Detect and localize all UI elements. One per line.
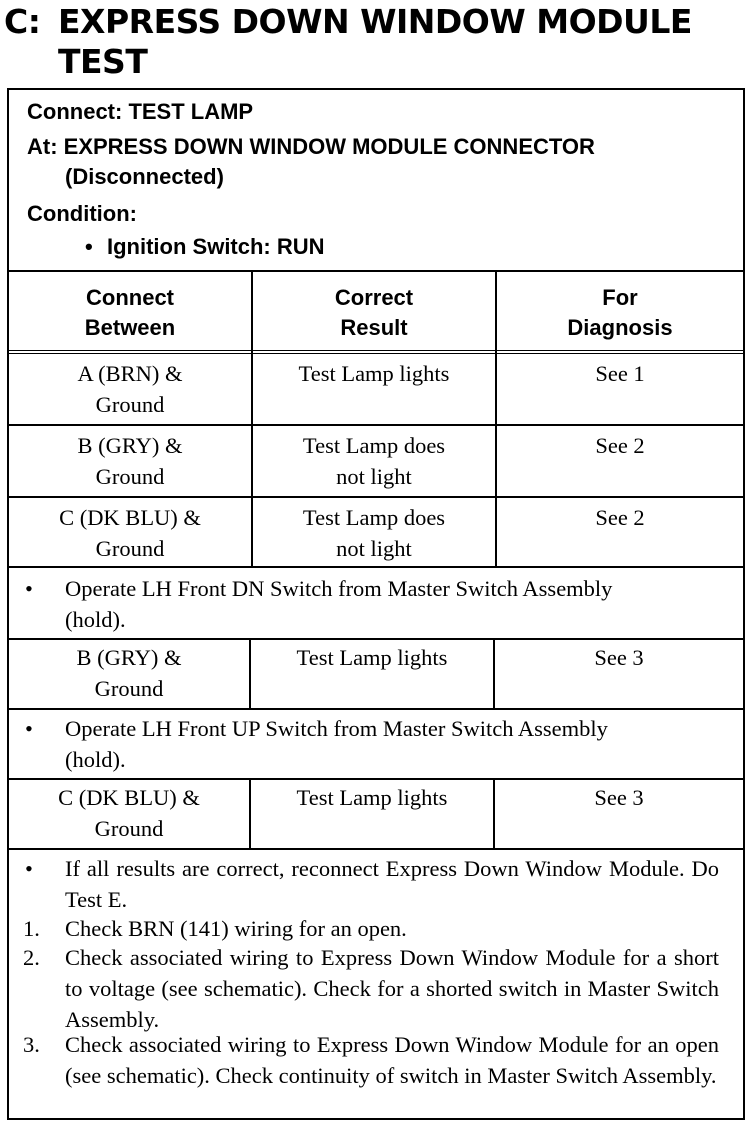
table-row-dn-diagnosis: See 3 xyxy=(594,645,644,670)
header-connect-between: Connect Between xyxy=(84,285,176,340)
title-prefix: C: xyxy=(4,2,41,41)
note-marker-1: 1. xyxy=(23,916,40,941)
table-row-b-connect: B (GRY) & Ground xyxy=(77,433,183,489)
table-row-c-connect: C (DK BLU) & Ground xyxy=(59,505,201,561)
table-row-c-result: Test Lamp does not light xyxy=(302,505,446,561)
table-row-b-diagnosis: See 2 xyxy=(595,433,645,458)
row-divider xyxy=(9,566,743,568)
connect-instruction: Connect: TEST LAMP xyxy=(27,99,254,124)
at-instruction-qualifier: (Disconnected) xyxy=(65,164,224,189)
table-row-dn-result: Test Lamp lights xyxy=(296,645,448,670)
note-diagnosis-1: Check BRN (141) wiring for an open. xyxy=(65,916,407,941)
step-up-bullet: • xyxy=(25,716,33,741)
note-marker-bullet: • xyxy=(25,856,33,881)
row-divider xyxy=(9,778,743,780)
table-row-a-diagnosis: See 1 xyxy=(595,361,645,386)
note-marker-3: 3. xyxy=(23,1032,40,1057)
row-divider xyxy=(9,848,743,850)
table-row-a-result: Test Lamp lights xyxy=(298,361,450,386)
note-all-correct: If all results are correct, reconnect Express Down Window Module. Do Test E. xyxy=(65,856,719,912)
condition-item: Ignition Switch: RUN xyxy=(107,234,325,259)
step-dn-bullet: • xyxy=(25,576,33,601)
title-line-2: TEST xyxy=(58,42,148,81)
row-divider xyxy=(9,496,743,498)
row-divider xyxy=(9,708,743,710)
condition-label: Condition: xyxy=(27,201,137,226)
note-diagnosis-3: Check associated wiring to Express Down Window Module for an open (see schematic). Check continuity of switch in Master Switch Assembly. xyxy=(65,1032,719,1088)
note-diagnosis-2: Check associated wiring to Express Down Window Module for a short to voltage (see schematic). Check for a shorted switch in Master Switch Assembly. xyxy=(65,945,719,1032)
table-row-c-diagnosis: See 2 xyxy=(595,505,645,530)
table-row-up-diagnosis: See 3 xyxy=(594,785,644,810)
step-up-instruction: Operate LH Front UP Switch from Master Switch Assembly (hold). xyxy=(65,716,608,772)
test-procedure-box xyxy=(7,88,745,1120)
header-double-rule xyxy=(9,350,743,354)
title-line-1: EXPRESS DOWN WINDOW MODULE xyxy=(58,2,692,41)
at-instruction: At: EXPRESS DOWN WINDOW MODULE CONNECTOR xyxy=(27,134,595,159)
row-divider xyxy=(9,638,743,640)
page-title xyxy=(4,2,744,82)
step-dn-instruction: Operate LH Front DN Switch from Master Switch Assembly (hold). xyxy=(65,576,613,632)
divider xyxy=(9,270,743,272)
note-marker-2: 2. xyxy=(23,945,40,970)
row-divider xyxy=(9,424,743,426)
table-row-a-connect: A (BRN) & Ground xyxy=(77,361,183,417)
table-row-b-result: Test Lamp does not light xyxy=(302,433,446,489)
table-row-up-connect: C (DK BLU) & Ground xyxy=(58,785,200,841)
table-row-dn-connect: B (GRY) & Ground xyxy=(76,645,182,701)
condition-bullet: • xyxy=(85,234,93,259)
header-for-diagnosis: For Diagnosis xyxy=(567,285,673,340)
table-row-up-result: Test Lamp lights xyxy=(296,785,448,810)
header-correct-result: Correct Result xyxy=(334,285,414,340)
